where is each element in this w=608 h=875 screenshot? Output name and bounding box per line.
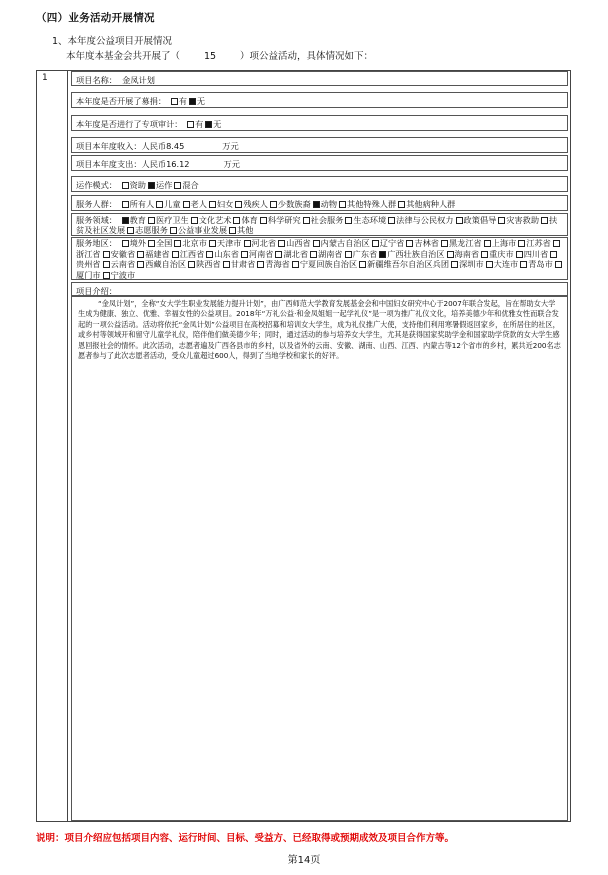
service-area-options — [76, 238, 563, 280]
checkbox-checked[interactable] — [379, 251, 386, 258]
option-label: 残疾人 — [243, 199, 268, 209]
checkbox[interactable] — [187, 121, 194, 128]
operation-mode-field — [71, 176, 568, 192]
checkbox[interactable] — [244, 240, 251, 247]
option — [290, 259, 357, 269]
option-label: 其他病种人群 — [406, 199, 456, 209]
expense-label: 项目本年度支出：人民币16.12 — [76, 159, 190, 169]
row-number: 1 — [42, 73, 48, 83]
checkbox[interactable] — [498, 217, 505, 224]
option-label: 陕西省 — [196, 259, 221, 269]
option — [170, 249, 205, 259]
section-title: （四）业务活动开展情况 — [36, 12, 155, 24]
option-label: 青海省 — [265, 259, 290, 269]
checkbox[interactable] — [172, 251, 179, 258]
option — [276, 238, 311, 248]
option — [204, 249, 239, 259]
option-label: 资助 — [129, 180, 146, 190]
option — [449, 259, 484, 269]
option-label: 贵州省 — [76, 259, 101, 269]
checkbox[interactable] — [345, 251, 352, 258]
service-field-options — [76, 215, 557, 235]
option-label: 厦门市 — [76, 269, 101, 280]
option-label: 广西壮族自治区 — [387, 248, 445, 259]
option — [185, 119, 203, 129]
option — [311, 238, 370, 248]
option-label: 教育 — [129, 215, 146, 225]
option — [496, 215, 539, 225]
service-area-field — [71, 237, 568, 280]
checkbox[interactable] — [209, 240, 216, 247]
option — [227, 225, 253, 235]
option-label: 生态环境 — [353, 215, 387, 225]
option-label: 其他 — [237, 225, 254, 235]
service-group-options — [120, 199, 456, 209]
option-label: 新疆维吾尔自治区兵团 — [367, 259, 450, 269]
operation-mode-label: 运作模式： — [76, 180, 117, 190]
option — [154, 199, 180, 209]
option — [258, 215, 301, 225]
option-label: 吉林省 — [414, 238, 439, 248]
option-label: 无 — [213, 119, 222, 129]
option — [146, 238, 172, 248]
option-label: 江西省 — [179, 248, 205, 259]
option — [181, 199, 207, 209]
expense-unit: 万元 — [223, 159, 240, 169]
option — [120, 238, 146, 248]
option-label: 江苏省 — [526, 238, 551, 248]
checkbox[interactable] — [170, 227, 177, 234]
checkbox-checked[interactable] — [189, 98, 196, 105]
option — [101, 259, 136, 269]
option-label: 浙江省 — [76, 248, 101, 259]
checkbox[interactable] — [233, 217, 240, 224]
intro-text-area[interactable]: “金凤计划”，全称“女大学生职业发展能力提升计划”，由广西师范大学教育发展基金会和中国妇女研究中心于2007年联合发起，旨在帮助女大学生成为健康、独立、优雅、幸福女性的公益项目。2018年“万礼公益·和金凤姐姐一起学礼仪”是一项为推广礼仪文化，培养美德少年和优雅女性而联合发起的一项公益活动。活动将依托“金凤计划”公益项目在高校招募和培训女大学生，成为礼仪推广大使，支持他们利用寒暑假返回家乡，在所居住的社区，或乡村等领域开和留守儿童学礼仪，陪伴他们做美德少年；同时，通过活动的参与培养女大学生，尤其是获得国家奖助学金和国家助学贷款的女大学生感恩回报社会的情怀。此次活动，志愿者遍及广西各县市的乡村，以及省外的云南、安徽、湖南、山西、江西、内蒙古等12个省市的乡村，累共近200名志愿者参与了此次志愿者活动，受众儿童超过600人，得到了当地学校和家长的好评。 — [71, 296, 568, 821]
checkbox[interactable] — [137, 251, 144, 258]
option — [101, 270, 136, 280]
option-label: 体育 — [241, 215, 258, 225]
option-label: 甘肃省 — [230, 259, 256, 269]
option — [239, 249, 274, 259]
option — [120, 199, 155, 209]
option-label: 政策倡导 — [463, 215, 497, 225]
option — [445, 249, 480, 259]
option-label: 西藏自治区 — [145, 259, 187, 269]
option — [172, 238, 207, 248]
option-label: 湖北省 — [283, 248, 309, 259]
option — [404, 238, 439, 248]
option-label: 辽宁省 — [379, 238, 405, 248]
option-label: 儿童 — [164, 199, 181, 209]
option — [231, 215, 257, 225]
option-label: 福建省 — [145, 248, 170, 259]
option — [396, 199, 455, 209]
checkbox[interactable] — [313, 240, 320, 247]
audit-field — [71, 115, 568, 131]
checkbox-checked[interactable] — [122, 217, 129, 224]
option — [518, 259, 553, 269]
count-suffix: ）项公益活动，具体情况如下： — [240, 51, 374, 62]
option — [439, 238, 482, 248]
option — [207, 199, 233, 209]
checkbox[interactable] — [206, 251, 213, 258]
option — [168, 225, 227, 235]
option — [377, 249, 444, 259]
option — [207, 238, 242, 248]
checkbox[interactable] — [103, 261, 110, 268]
footer-note: 说明：项目介绍应包括项目内容、运行时间、目标、受益方、已经取得或预期成效及项目合作方等。 — [36, 833, 455, 844]
option-label: 少数族裔 — [277, 199, 311, 209]
checkbox[interactable] — [398, 201, 405, 208]
checkbox[interactable] — [260, 217, 267, 224]
option — [186, 259, 221, 269]
checkbox-checked[interactable] — [148, 182, 155, 189]
option-label: 四川省 — [523, 248, 549, 259]
option-label: 运作 — [155, 180, 173, 190]
service-group-label: 服务人群： — [76, 199, 117, 209]
checkbox[interactable] — [520, 261, 527, 268]
option — [169, 96, 187, 106]
checkbox[interactable] — [484, 240, 491, 247]
checkbox[interactable] — [303, 217, 310, 224]
option — [146, 180, 172, 190]
option-label: 有 — [195, 119, 204, 129]
option — [482, 238, 517, 248]
checkbox[interactable] — [447, 251, 454, 258]
option — [221, 259, 256, 269]
option-label: 重庆市 — [489, 248, 514, 259]
checkbox[interactable] — [174, 240, 181, 247]
checkbox[interactable] — [148, 240, 155, 247]
checkbox[interactable] — [518, 240, 525, 247]
option-label: 广东省 — [352, 248, 378, 259]
income-label: 项目本年度收入：人民币8.45 — [76, 141, 185, 151]
checkbox[interactable] — [388, 217, 395, 224]
option-label: 老人 — [190, 199, 207, 209]
checkbox[interactable] — [127, 227, 134, 234]
option-label: 云南省 — [110, 259, 136, 269]
option — [268, 199, 311, 209]
project-name-label: 项目名称： — [76, 75, 117, 85]
checkbox[interactable] — [188, 261, 195, 268]
project-name-field — [71, 71, 568, 86]
option — [343, 249, 378, 259]
checkbox[interactable] — [555, 261, 562, 268]
checkbox[interactable] — [209, 201, 216, 208]
fundraising-options — [169, 96, 205, 106]
option — [135, 259, 186, 269]
option-label: 法律与公民权力 — [396, 215, 454, 225]
project-name-value[interactable]: 金凤计划 — [122, 75, 155, 85]
option — [120, 215, 146, 225]
option — [301, 215, 344, 225]
option — [146, 215, 189, 225]
option-label: 黑龙江省 — [448, 238, 482, 248]
option — [172, 180, 198, 190]
checkbox[interactable] — [122, 201, 129, 208]
option — [308, 249, 343, 259]
option-label: 灾害救助 — [506, 215, 540, 225]
checkbox[interactable] — [406, 240, 413, 247]
fundraising-label: 本年度是否开展了募捐： — [76, 96, 167, 106]
audit-label: 本年度是否进行了专项审计： — [76, 119, 183, 129]
checkbox[interactable] — [275, 251, 282, 258]
option-label: 青岛市 — [528, 259, 553, 269]
checkbox[interactable] — [257, 261, 264, 268]
checkbox[interactable] — [372, 240, 379, 247]
service-group-field — [71, 195, 568, 211]
checkbox[interactable] — [148, 217, 155, 224]
option-label: 安徽省 — [110, 248, 136, 259]
option-label: 文化艺术 — [198, 215, 232, 225]
activity-count[interactable]: 15 — [203, 51, 217, 62]
option — [370, 238, 405, 248]
option-label: 公益事业发展 — [177, 225, 228, 235]
checkbox[interactable] — [486, 261, 493, 268]
option — [479, 249, 514, 259]
option-label: 无 — [196, 96, 206, 106]
count-prefix: 本年度本基金会共开展了（ — [66, 51, 181, 62]
option — [120, 180, 146, 190]
option-label: 宁夏回族自治区 — [299, 259, 358, 269]
income-field — [71, 137, 568, 153]
option-label: 宁波市 — [110, 269, 136, 280]
option-label: 内蒙古自治区 — [320, 238, 370, 248]
checkbox[interactable] — [270, 201, 277, 208]
checkbox[interactable] — [191, 217, 198, 224]
sub-heading: 1、本年度公益项目开展情况 — [52, 36, 173, 47]
checkbox[interactable] — [103, 272, 110, 279]
checkbox[interactable] — [451, 261, 458, 268]
option — [311, 199, 337, 209]
option — [125, 225, 168, 235]
option — [516, 238, 551, 248]
checkbox[interactable] — [137, 261, 144, 268]
fundraising-field — [71, 92, 568, 108]
option — [187, 96, 205, 106]
checkbox[interactable] — [103, 251, 110, 258]
option-label: 妇女 — [216, 199, 234, 209]
option-label: 社会服务 — [310, 215, 344, 225]
checkbox[interactable] — [171, 98, 178, 105]
option-label: 河南省 — [248, 248, 274, 259]
option-label: 全国 — [155, 238, 173, 248]
option — [386, 215, 453, 225]
checkbox-checked[interactable] — [313, 201, 320, 208]
option-label: 医疗卫生 — [155, 215, 189, 225]
checkbox[interactable] — [235, 201, 242, 208]
option-label: 天津市 — [216, 238, 242, 248]
service-field-field — [71, 213, 568, 236]
option — [135, 249, 170, 259]
checkbox[interactable] — [553, 240, 560, 247]
option-label: 深圳市 — [459, 259, 484, 269]
checkbox[interactable] — [541, 217, 548, 224]
checkbox[interactable] — [481, 251, 488, 258]
option-label: 扶贫及社区发展 — [76, 215, 558, 235]
option-label: 北京市 — [182, 238, 207, 248]
option — [337, 199, 396, 209]
checkbox[interactable] — [310, 251, 317, 258]
option — [189, 215, 232, 225]
income-unit: 万元 — [222, 141, 239, 151]
checkbox[interactable] — [229, 227, 236, 234]
option — [101, 249, 136, 259]
checkbox[interactable] — [183, 201, 190, 208]
checkbox[interactable] — [550, 251, 557, 258]
option — [242, 238, 277, 248]
option — [203, 119, 221, 129]
checkbox[interactable] — [359, 261, 366, 268]
option-label: 境外 — [129, 238, 146, 248]
option — [255, 259, 290, 269]
service-field-label: 服务领域： — [76, 215, 117, 225]
checkbox[interactable] — [223, 261, 230, 268]
option — [514, 249, 549, 259]
option — [233, 199, 268, 209]
operation-mode-options — [120, 180, 199, 190]
checkbox[interactable] — [339, 201, 346, 208]
checkbox[interactable] — [156, 201, 163, 208]
option — [273, 249, 308, 259]
option-label: 河北省 — [251, 238, 277, 248]
checkbox[interactable] — [122, 182, 129, 189]
checkbox[interactable] — [456, 217, 463, 224]
page-number: 第14页 — [287, 855, 321, 866]
option — [454, 215, 497, 225]
option-label: 湖南省 — [318, 248, 343, 259]
option-label: 有 — [178, 96, 187, 106]
expense-field — [71, 155, 568, 171]
checkbox[interactable] — [345, 217, 352, 224]
column-divider — [67, 70, 68, 822]
activity-count-line — [66, 48, 373, 62]
option-label: 混合 — [182, 180, 199, 190]
checkbox[interactable] — [292, 261, 299, 268]
checkbox[interactable] — [441, 240, 448, 247]
option-label: 山东省 — [214, 248, 239, 259]
checkbox[interactable] — [122, 240, 129, 247]
service-area-label: 服务地区： — [76, 238, 117, 248]
checkbox[interactable] — [516, 251, 523, 258]
checkbox[interactable] — [278, 240, 285, 247]
intro-label-field — [71, 282, 568, 296]
option-label: 科学研究 — [267, 215, 301, 225]
option-label: 上海市 — [491, 238, 517, 248]
audit-options — [185, 119, 221, 129]
option-label: 其他特殊人群 — [347, 199, 397, 209]
checkbox[interactable] — [174, 182, 181, 189]
option-label: 动物 — [320, 199, 338, 209]
option — [357, 259, 449, 269]
checkbox-checked[interactable] — [205, 121, 212, 128]
intro-label: 项目介绍： — [76, 286, 117, 296]
option-label: 海南省 — [454, 248, 480, 259]
checkbox[interactable] — [241, 251, 248, 258]
option — [343, 215, 386, 225]
option-label: 所有人 — [129, 199, 155, 209]
option — [484, 259, 519, 269]
option-label: 大连市 — [493, 259, 519, 269]
option-label: 山西省 — [286, 238, 311, 248]
option-label: 志愿服务 — [135, 225, 168, 235]
